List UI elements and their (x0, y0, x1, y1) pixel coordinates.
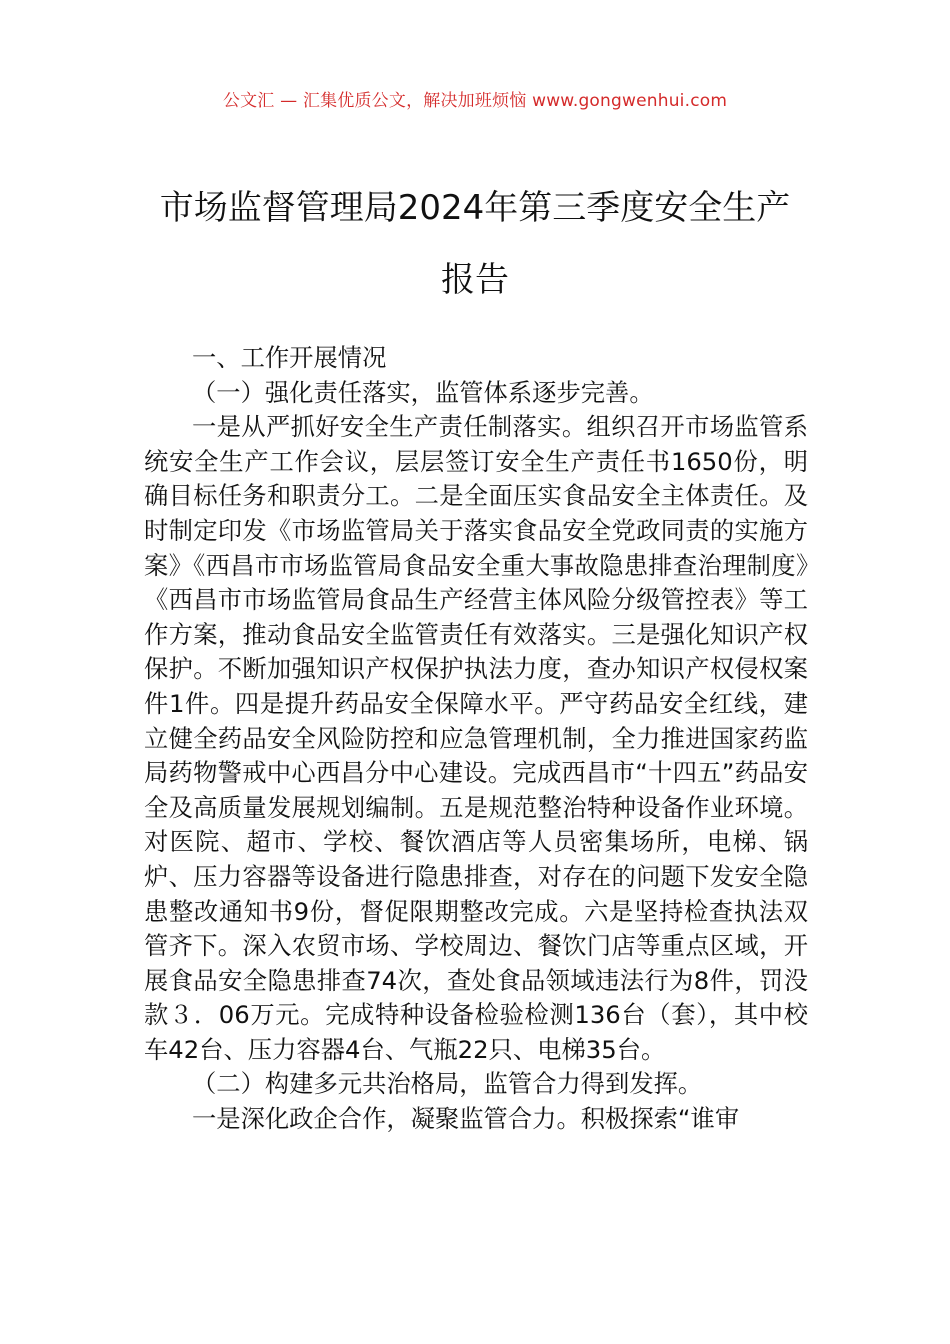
subsection-heading-2: （二）构建多元共治格局，监管合力得到发挥。 (192, 1069, 703, 1099)
section-heading: 一、工作开展情况 (192, 343, 387, 372)
body-paragraph-1: 一是从严抓好安全生产责任制落实。组织召开市场监管系统安全生产工作会议，层层签订安全生产责任书1650份，明确目标任务和职责分工。二是全面压实食品安全主体责任。及时制定印发《市场监管局关于落实食品安全党政同责的实施方案》《西昌市市场监管局食品安全重大事故隐患排查治理制度》《西昌市市场监管局食品生产经营主体风险分级管控表》等工作方案，推动食品安全监管责任有效落实。三是强化知识产权保护。不断加强知识产权保护执法力度，查办知识产权侵权案件1件。四是提升药品安全保障水平。严守药品安全红线，建立健全药品安全风险防控和应急管理机制，全力推进国家药监局药物警戒中心西昌分中心建设。完成西昌市“十四五”药品安全及高质量发展规划编制。五是规范整治特种设备作业环境。对医院、超市、学校、餐饮酒店等人员密集场所，电梯、锅炉、压力容器等设备进行隐患排查，对存在的问题下发安全隐患整改通知书9份，督促限期整改完成。六是坚持检查执法双管齐下。深入农贸市场、学校周边、餐饮门店等重点区域，开展食品安全隐患排查74次，查处食品领域违法行为8件，罚没款３．06万元。完成特种设备检验检测136台（套），其中校车42台、压力容器4台、气瓶22只、电梯35台。 (144, 412, 808, 1064)
document-title (100, 172, 850, 316)
document-title-line-2: 报告 (441, 260, 509, 300)
document-title-line-1: 市场监督管理局2024年第三季度安全生产 (159, 188, 791, 228)
body-paragraph-2: 一是深化政企合作，凝聚监管合力。积极探索“谁审 (192, 1104, 740, 1134)
document-body (144, 341, 808, 1137)
subsection-heading-1: （一）强化责任落实，监管体系逐步完善。 (192, 377, 654, 407)
header-banner[interactable]: 公文汇 — 汇集优质公文，解决加班烦恼 www.gongwenhui.com (222, 91, 728, 111)
